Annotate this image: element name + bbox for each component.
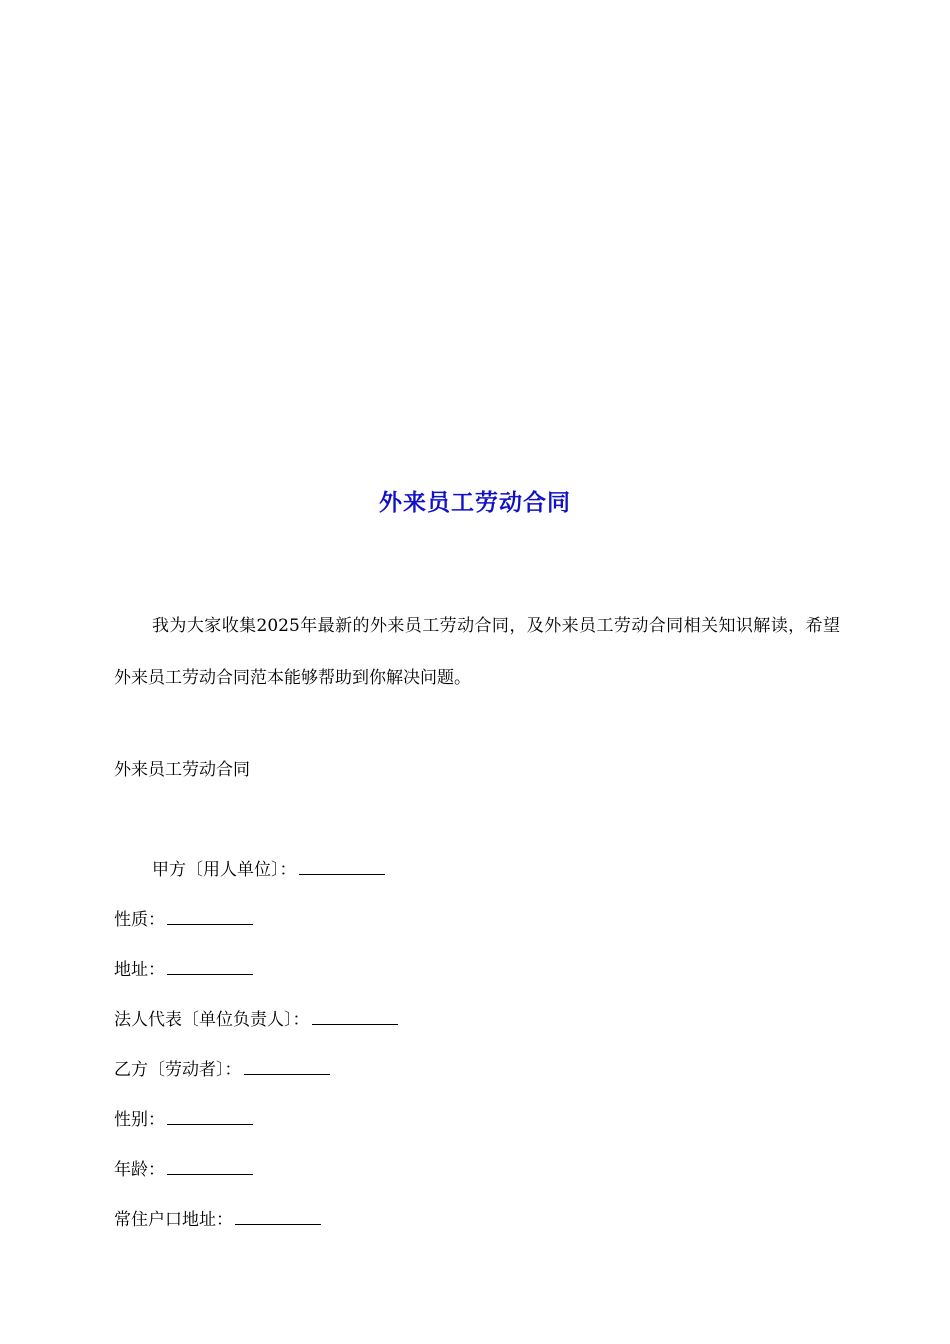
field-party-a	[152, 855, 385, 885]
fill-in-blank	[167, 1156, 253, 1175]
field-label: 常住户口地址：	[114, 1210, 233, 1230]
field-label: 性别：	[114, 1110, 165, 1130]
field-label: 年龄：	[114, 1160, 165, 1180]
document-title: 外来员工劳动合同	[379, 490, 571, 516]
field-label: 乙方〔劳动者〕：	[114, 1060, 242, 1080]
fill-in-blank	[167, 956, 253, 975]
field-registered-address	[114, 1205, 321, 1235]
fill-in-blank	[235, 1206, 321, 1225]
field-nature	[114, 905, 253, 935]
fill-in-blank	[167, 1106, 253, 1125]
field-gender	[114, 1105, 253, 1135]
fill-in-blank	[244, 1056, 330, 1075]
fill-in-blank	[167, 906, 253, 925]
fill-in-blank	[312, 1006, 398, 1025]
field-address	[114, 955, 253, 985]
fill-in-blank	[299, 856, 385, 875]
field-label: 法人代表〔单位负责人〕：	[114, 1010, 310, 1030]
field-legal-representative	[114, 1005, 398, 1035]
section-heading: 外来员工劳动合同	[114, 760, 250, 780]
field-label: 甲方〔用人单位〕：	[152, 860, 297, 880]
field-label: 性质：	[114, 910, 165, 930]
field-label: 地址：	[114, 960, 165, 980]
intro-paragraph: 我为大家收集2025年最新的外来员工劳动合同，及外来员工劳动合同相关知识解读，希望外来员工劳动合同范本能够帮助到你解决问题。	[114, 616, 840, 688]
field-age	[114, 1155, 253, 1185]
field-party-b	[114, 1055, 330, 1085]
